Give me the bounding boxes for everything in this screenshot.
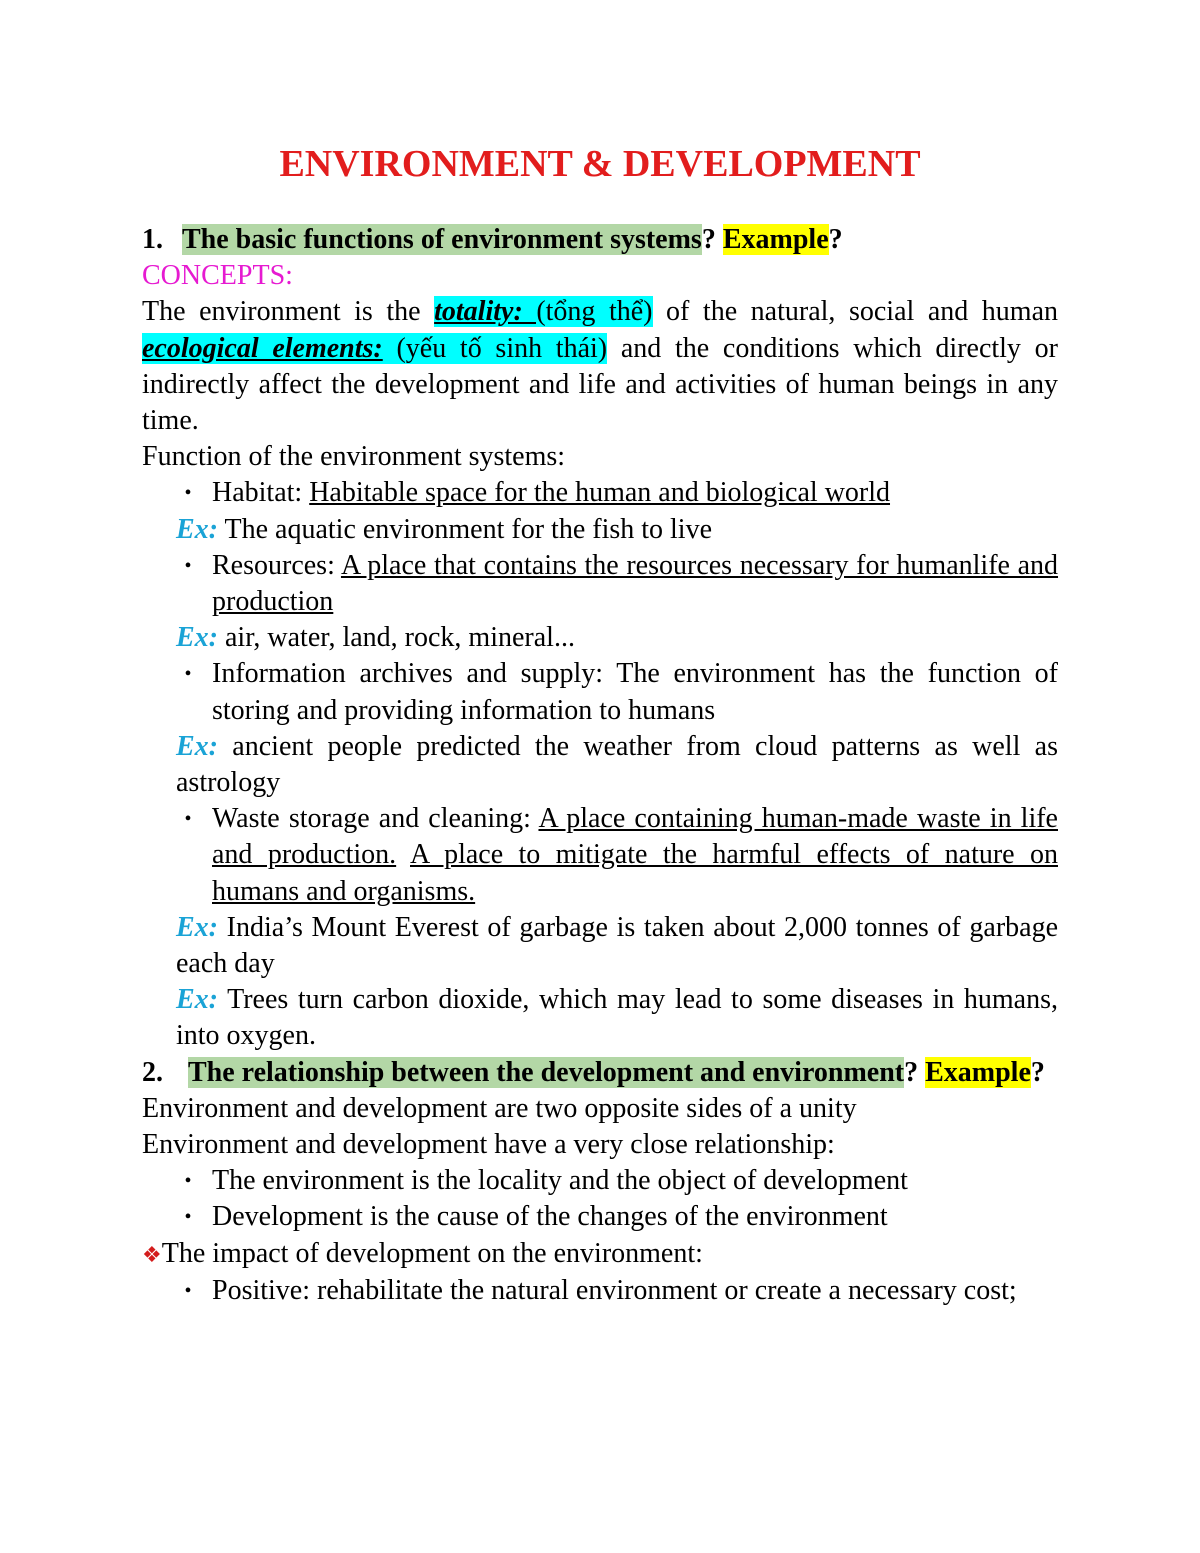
relationship-line-2: Environment and development have a very close relationship: bbox=[142, 1129, 835, 1161]
question-number: 2. bbox=[142, 1056, 163, 1088]
question-1: 1. The basic functions of environment systems? Example? bbox=[142, 222, 1058, 258]
bullet-icon: • bbox=[184, 808, 192, 831]
list-item: • The environment is the locality and the object of development bbox=[142, 1163, 1058, 1199]
impact-heading: ❖The impact of development on the environment: bbox=[142, 1237, 703, 1269]
term-totality: totality: bbox=[434, 296, 537, 328]
relationship-list bbox=[142, 1163, 1058, 1235]
question-2: 2. The relationship between the development and environment? Example? bbox=[142, 1055, 1058, 1091]
impact-list bbox=[142, 1273, 1058, 1309]
example-information: Ex: ancient people predicted the weather from cloud patterns as well as astrology bbox=[176, 730, 1058, 799]
bullet-icon: • bbox=[184, 1170, 192, 1193]
bullet-icon: • bbox=[184, 1279, 192, 1302]
example-resources: Ex: air, water, land, rock, mineral... bbox=[176, 622, 575, 654]
bullet-icon: • bbox=[184, 1206, 192, 1229]
example-label: Example bbox=[925, 1056, 1031, 1088]
document-title: ENVIRONMENT & DEVELOPMENT bbox=[279, 143, 921, 185]
bullet-icon: • bbox=[184, 482, 192, 505]
concepts-heading: CONCEPTS: bbox=[142, 260, 293, 292]
functions-intro: Function of the environment systems: bbox=[142, 441, 566, 473]
list-item-positive: • Positive: rehabilitate the natural environment or create a necessary cost; bbox=[142, 1273, 1058, 1309]
definition-paragraph: The environment is the totality: (tổng thể) of the natural, social and human ecological elements: (yếu tố sinh thái) and the conditions which directly or indirectly affect the development and life and activities of human beings in any time. bbox=[142, 296, 1059, 437]
list-item-habitat: • Habitat: Habitable space for the human and biological world bbox=[142, 475, 1058, 511]
term-ecological: ecological elements: bbox=[142, 332, 383, 364]
list-item-waste: • Waste storage and cleaning: A place containing human-made waste in life and production. A place to mitigate the harmful effects of nature on humans and organisms. bbox=[142, 801, 1058, 910]
example-label: Example bbox=[722, 224, 829, 255]
diamond-icon: ❖ bbox=[142, 1241, 162, 1267]
list-item: • Development is the cause of the changes of the environment bbox=[142, 1199, 1058, 1235]
example-habitat: Ex: The aquatic environment for the fish to live bbox=[176, 513, 713, 545]
relationship-line-1: Environment and development are two opposite sides of a unity bbox=[142, 1092, 857, 1124]
bullet-icon: • bbox=[184, 663, 192, 686]
example-waste-1: Ex: India’s Mount Everest of garbage is taken about 2,000 tonnes of garbage each day bbox=[176, 911, 1058, 980]
functions-list bbox=[142, 475, 1058, 511]
list-item-resources: • Resources: A place that contains the resources necessary for humanlife and production bbox=[142, 548, 1058, 620]
question-number: 1. bbox=[142, 224, 163, 255]
question-text: The relationship between the development and environment bbox=[188, 1056, 905, 1088]
list-item-information: • Information archives and supply: The environment has the function of storing and providing information to humans bbox=[142, 656, 1058, 728]
term-ecological-translation: (yếu tố sinh thái) bbox=[382, 332, 608, 364]
term-totality-translation: (tổng thể) bbox=[536, 296, 653, 328]
example-waste-2: Ex: Trees turn carbon dioxide, which may lead to some diseases in humans, into oxygen. bbox=[176, 984, 1058, 1052]
question-text: The basic functions of environment systems bbox=[182, 224, 702, 255]
document-body bbox=[142, 222, 1058, 1309]
bullet-icon: • bbox=[184, 554, 192, 577]
